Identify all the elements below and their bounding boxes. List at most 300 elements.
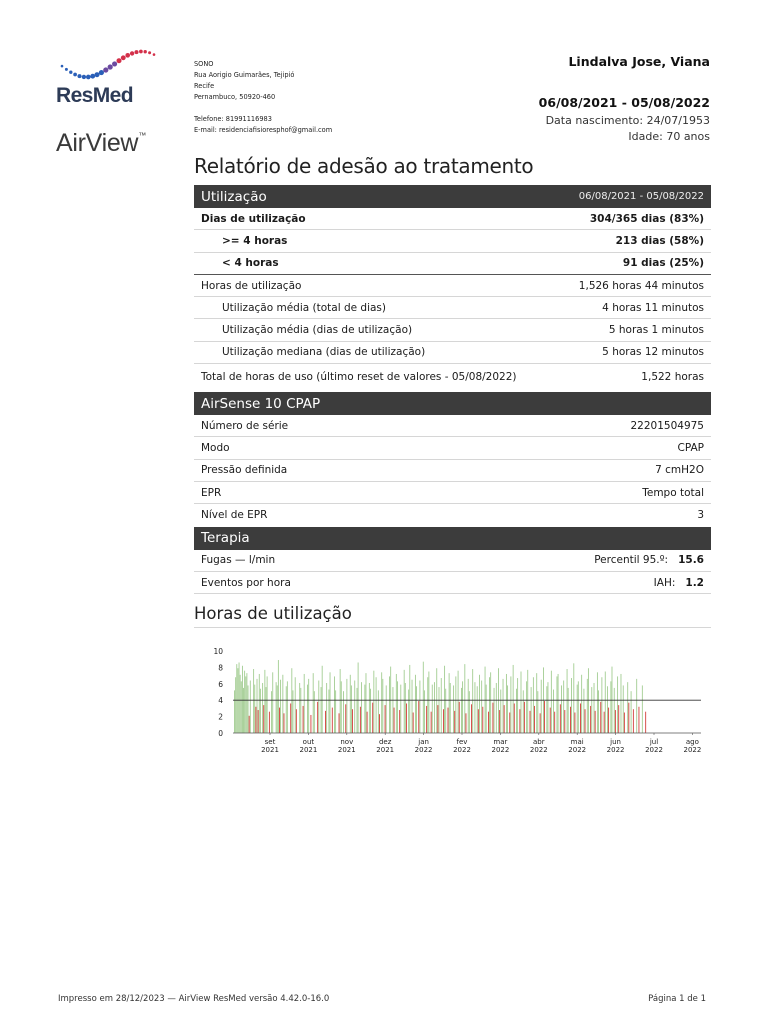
usage-bar xyxy=(326,683,327,733)
y-tick-label: 8 xyxy=(218,663,223,673)
patient-birth: Data nascimento: 24/07/1953 xyxy=(545,114,710,127)
usage-bar xyxy=(431,712,432,733)
patient-info xyxy=(539,54,710,145)
usage-bar xyxy=(350,675,351,733)
report-body xyxy=(194,154,711,628)
y-tick-label: 4 xyxy=(218,696,223,706)
usage-bar xyxy=(481,681,482,733)
device-section-title: AirSense 10 CPAP xyxy=(201,395,321,412)
usage-bar xyxy=(419,681,420,733)
usage-bar xyxy=(245,676,246,733)
usage-bar xyxy=(339,713,340,733)
usage-bar xyxy=(239,662,240,733)
logo-dot xyxy=(65,68,68,71)
usage-bar xyxy=(493,703,494,733)
usage-bar xyxy=(448,708,449,733)
usage-bar xyxy=(490,672,491,733)
usage-bar xyxy=(343,691,344,733)
usage-bar xyxy=(645,712,646,733)
logo-dot xyxy=(90,74,95,79)
usage-bar xyxy=(494,688,495,733)
usage-bar xyxy=(524,702,525,733)
usage-bar xyxy=(240,675,241,733)
usage-bar xyxy=(389,676,390,733)
usage-bar xyxy=(514,703,515,733)
usage-bar xyxy=(299,683,300,733)
usage-bar xyxy=(531,687,532,733)
usage-bar xyxy=(300,688,301,733)
usage-bar xyxy=(550,708,551,733)
usage-bar xyxy=(462,681,463,733)
usage-bar xyxy=(267,676,268,733)
clinic-name: SONO xyxy=(194,60,214,68)
usage-bar xyxy=(627,682,628,733)
usage-bar xyxy=(432,685,433,733)
usage-row-total-reset: Total de horas de uso (último reset de valores - 05/08/2022) 1,522 horas xyxy=(201,370,704,383)
usage-bar xyxy=(458,671,459,733)
logo-dot xyxy=(77,74,81,78)
usage-bar xyxy=(521,672,522,734)
usage-bar xyxy=(335,690,336,733)
usage-bar xyxy=(605,672,606,734)
usage-bar xyxy=(485,667,486,733)
usage-bar xyxy=(444,666,445,733)
usage-bar xyxy=(382,679,383,733)
usage-bar xyxy=(373,671,374,733)
usage-bar xyxy=(404,670,405,733)
usage-bar xyxy=(459,702,460,733)
usage-bar xyxy=(578,681,579,733)
usage-bar xyxy=(322,666,323,733)
usage-bar xyxy=(519,709,520,733)
usage-bar xyxy=(367,712,368,733)
usage-bar xyxy=(553,690,554,733)
usage-bar xyxy=(471,704,472,733)
usage-bar xyxy=(568,688,569,733)
logo-dot xyxy=(144,50,147,53)
usage-bar xyxy=(445,689,446,733)
usage-bar xyxy=(564,710,565,733)
x-tick-year: 2021 xyxy=(337,746,356,754)
x-tick-month: dez xyxy=(378,738,392,746)
usage-bar xyxy=(255,707,256,733)
usage-bar xyxy=(464,664,465,733)
usage-bar xyxy=(570,707,571,733)
report-period: 06/08/2021 - 05/08/2022 xyxy=(538,95,710,110)
resmed-wordmark: ResMed xyxy=(56,84,133,107)
usage-bar xyxy=(610,681,611,733)
usage-bar xyxy=(307,685,308,733)
usage-bar xyxy=(354,681,355,733)
usage-bar xyxy=(237,668,238,733)
usage-bar xyxy=(381,672,382,733)
x-tick-year: 2021 xyxy=(299,746,318,754)
device-row-mode: Modo CPAP xyxy=(194,437,711,459)
usage-bar xyxy=(449,673,450,733)
logo-dot xyxy=(148,51,151,54)
usage-bar xyxy=(489,677,490,733)
usage-bar xyxy=(318,681,319,733)
device-row-epr-level: Nível de EPR 3 xyxy=(201,509,704,522)
usage-bar xyxy=(259,674,260,733)
patient-name: Lindalva Jose, Viana xyxy=(568,54,710,69)
clinic-info xyxy=(194,59,332,136)
usage-bar xyxy=(409,665,410,733)
usage-bar xyxy=(595,711,596,733)
usage-bar xyxy=(488,712,489,733)
usage-bar xyxy=(242,666,243,733)
usage-bar xyxy=(361,682,362,733)
usage-bar xyxy=(557,676,558,733)
usage-section-header xyxy=(194,185,711,208)
y-tick-label: 2 xyxy=(218,712,223,722)
usage-bar xyxy=(280,680,281,733)
usage-bar xyxy=(321,687,322,733)
usage-bar xyxy=(455,676,456,733)
logo-dot xyxy=(108,64,113,69)
logo-dot xyxy=(61,65,64,68)
resmed-dots-icon xyxy=(58,40,158,84)
usage-bar xyxy=(364,685,365,733)
usage-bar xyxy=(272,672,273,733)
logo-dot xyxy=(130,51,134,55)
footer-page-number: Página 1 de 1 xyxy=(648,994,706,1004)
usage-bar xyxy=(317,702,318,733)
usage-bar xyxy=(600,702,601,733)
usage-bar xyxy=(580,703,581,733)
usage-bar xyxy=(276,682,277,733)
usage-bar xyxy=(607,686,608,733)
x-tick-month: ago xyxy=(685,738,699,746)
logo-dot xyxy=(139,50,143,54)
usage-bar xyxy=(496,683,497,733)
usage-bar xyxy=(277,685,278,733)
usage-row-days: Dias de utilização 304/365 dias (83%) xyxy=(194,208,711,230)
brand-logo xyxy=(56,40,166,158)
usage-bar xyxy=(510,676,511,733)
logo-dot xyxy=(125,53,130,58)
usage-bar xyxy=(621,674,622,733)
usage-bar xyxy=(581,675,582,733)
usage-bar xyxy=(304,674,305,733)
x-tick-month: mai xyxy=(570,738,584,746)
usage-bar xyxy=(370,689,371,733)
usage-bar xyxy=(437,705,438,733)
usage-bar xyxy=(253,669,254,733)
patient-age: Idade: 70 anos xyxy=(628,130,710,143)
usage-bar xyxy=(546,686,547,733)
usage-bar xyxy=(308,679,309,733)
usage-bar xyxy=(530,711,531,733)
x-tick-month: set xyxy=(264,738,276,746)
usage-bar xyxy=(468,679,469,733)
usage-bar xyxy=(369,683,370,733)
usage-bar xyxy=(263,705,264,733)
usage-bar xyxy=(517,678,518,733)
x-tick-year: 2022 xyxy=(491,746,510,754)
usage-bar xyxy=(385,705,386,733)
usage-bar xyxy=(426,706,427,733)
usage-bar xyxy=(246,673,247,733)
usage-bar xyxy=(567,669,568,733)
chart-section-title: Horas de utilização xyxy=(194,604,711,628)
usage-bar xyxy=(271,691,272,733)
clinic-state: Pernambuco, 50920-460 xyxy=(194,93,276,101)
usage-bar xyxy=(577,685,578,733)
usage-bar xyxy=(624,713,625,734)
usage-bar xyxy=(235,677,236,733)
usage-bar xyxy=(516,689,517,733)
usage-section-range: 06/08/2021 - 05/08/2022 xyxy=(578,191,704,202)
usage-bar xyxy=(588,668,589,733)
usage-row-over4: >= 4 horas 213 dias (58%) xyxy=(194,230,711,252)
usage-bar xyxy=(642,685,643,733)
x-tick-month: abr xyxy=(532,738,545,746)
usage-bar xyxy=(533,677,534,733)
x-tick-month: jan xyxy=(418,738,429,746)
usage-bar xyxy=(614,688,615,733)
x-tick-year: 2021 xyxy=(376,746,395,754)
device-section-header xyxy=(194,392,711,415)
usage-bar xyxy=(477,686,478,733)
usage-bar xyxy=(366,673,367,733)
usage-bar xyxy=(454,711,455,733)
usage-bar xyxy=(282,675,283,733)
usage-row-under4: < 4 horas 91 dias (25%) xyxy=(194,253,711,275)
device-row-serial: Número de série 22201504975 xyxy=(194,415,711,437)
usage-bar xyxy=(598,690,599,733)
usage-bar xyxy=(561,685,562,733)
usage-bar xyxy=(295,677,296,733)
usage-bar xyxy=(351,685,352,733)
device-row-epr: EPR Tempo total xyxy=(194,482,711,504)
y-tick-label: 6 xyxy=(218,679,223,689)
logo-dot xyxy=(112,61,117,66)
x-tick-month: fev xyxy=(456,738,468,746)
usage-bar xyxy=(241,681,242,733)
x-tick-year: 2022 xyxy=(453,746,471,754)
logo-dot xyxy=(73,73,77,77)
usage-bar xyxy=(540,713,541,733)
usage-bar xyxy=(278,660,279,733)
logo-dot xyxy=(116,58,121,63)
usage-bar xyxy=(450,683,451,733)
usage-bar xyxy=(503,679,504,733)
device-row-pressure: Pressão definida 7 cmH2O xyxy=(194,460,711,482)
usage-bar xyxy=(303,706,304,733)
usage-bar xyxy=(636,679,637,733)
usage-bar xyxy=(441,678,442,733)
usage-bar xyxy=(597,672,598,733)
usage-bar xyxy=(590,706,591,733)
usage-bar xyxy=(633,709,634,733)
usage-bar xyxy=(534,706,535,733)
usage-bar xyxy=(325,711,326,733)
usage-bar xyxy=(257,679,258,733)
usage-bar xyxy=(479,675,480,733)
usage-bar xyxy=(286,686,287,733)
usage-bar xyxy=(513,665,514,733)
usage-bar xyxy=(504,705,505,733)
usage-bar xyxy=(330,672,331,733)
usage-bar xyxy=(573,663,574,733)
usage-bar xyxy=(499,710,500,733)
usage-bar xyxy=(604,712,605,733)
usage-bar xyxy=(466,713,467,733)
therapy-section-title: Terapia xyxy=(201,530,250,547)
usage-bar xyxy=(424,690,425,733)
usage-bar xyxy=(386,685,387,733)
usage-bar xyxy=(571,678,572,733)
usage-bar xyxy=(269,712,270,733)
usage-bar xyxy=(639,707,640,733)
logo-dot xyxy=(121,55,126,60)
clinic-street: Rua Aorigio Guimarães, Tejipió xyxy=(194,71,295,79)
usage-bar xyxy=(314,691,315,733)
usage-bar xyxy=(287,681,288,733)
x-tick-year: 2022 xyxy=(606,746,625,754)
usage-bar xyxy=(376,677,377,733)
usage-bar xyxy=(396,674,397,733)
usage-bar xyxy=(248,685,249,733)
page-title: Relatório de adesão ao tratamento xyxy=(194,154,534,178)
usage-bar xyxy=(332,708,333,733)
usage-row-avg-total: Utilização média (total de dias) 4 horas 11 minutos xyxy=(194,297,711,319)
x-tick-year: 2022 xyxy=(568,746,587,754)
usage-bar xyxy=(341,681,342,733)
usage-bar xyxy=(461,688,462,733)
usage-bar xyxy=(390,667,391,733)
usage-bar xyxy=(523,690,524,733)
usage-bar xyxy=(575,713,576,734)
usage-bar xyxy=(615,710,616,733)
usage-bar xyxy=(594,683,595,733)
clinic-email: E-mail: residenciafisioresphof@gmail.com xyxy=(194,126,333,134)
usage-bar xyxy=(472,669,473,733)
usage-bar xyxy=(346,679,347,733)
usage-bar xyxy=(243,688,244,733)
usage-bar xyxy=(400,685,401,733)
usage-bar xyxy=(486,685,487,733)
logo-dot xyxy=(103,67,108,72)
usage-bar xyxy=(313,673,314,733)
clinic-phone: Telefone: 81991116983 xyxy=(194,115,272,123)
usage-bar xyxy=(405,683,406,733)
usage-bar xyxy=(372,703,373,733)
usage-bar xyxy=(475,682,476,733)
usage-bar xyxy=(328,690,329,733)
usage-bar xyxy=(284,713,285,733)
usage-bar xyxy=(427,677,428,733)
x-tick-year: 2022 xyxy=(645,746,663,754)
usage-bar xyxy=(469,691,470,733)
usage-bar xyxy=(264,670,265,733)
therapy-section-header xyxy=(194,527,711,550)
y-tick-label: 10 xyxy=(213,647,223,656)
x-tick-year: 2022 xyxy=(529,746,548,754)
therapy-row-leak: Fugas — l/min Percentil 95.º: 15.6 xyxy=(194,550,711,572)
x-tick-month: mar xyxy=(493,738,508,746)
page-footer xyxy=(58,994,706,1004)
usage-bar xyxy=(482,707,483,733)
logo-dot xyxy=(69,71,72,74)
usage-bar xyxy=(291,668,292,733)
usage-bar xyxy=(544,701,545,733)
usage-hours-chart xyxy=(194,640,711,760)
usage-bar xyxy=(406,703,407,733)
usage-bar xyxy=(563,681,564,733)
usage-bar xyxy=(290,703,291,733)
usage-bar xyxy=(631,691,632,733)
clinic-city: Recife xyxy=(194,82,215,90)
logo-dot xyxy=(94,72,99,77)
usage-bar xyxy=(296,709,297,733)
usage-bar xyxy=(436,668,437,733)
logo-dot xyxy=(134,50,138,54)
x-tick-month: jun xyxy=(610,738,622,746)
usage-section-title: Utilização xyxy=(201,188,267,205)
logo-dot xyxy=(153,53,156,56)
usage-bar xyxy=(262,683,263,733)
usage-bar xyxy=(587,679,588,733)
usage-bar xyxy=(311,715,312,733)
usage-bar xyxy=(408,690,409,733)
usage-bar xyxy=(258,710,259,733)
y-tick-label: 0 xyxy=(218,729,223,738)
usage-bar xyxy=(500,690,501,733)
usage-bar xyxy=(334,676,335,733)
usage-bar xyxy=(234,690,235,733)
usage-bar xyxy=(254,685,255,733)
usage-bar xyxy=(352,709,353,733)
usage-bar xyxy=(428,672,429,734)
usage-bar xyxy=(439,687,440,733)
usage-bar xyxy=(541,680,542,733)
usage-bar xyxy=(393,687,394,733)
x-tick-month: jul xyxy=(649,738,659,746)
usage-bar xyxy=(583,689,584,733)
usage-bar xyxy=(244,671,245,733)
usage-bar xyxy=(506,674,507,733)
x-tick-year: 2021 xyxy=(261,746,279,754)
usage-bar xyxy=(378,690,379,733)
x-tick-year: 2022 xyxy=(414,746,433,754)
usage-bar xyxy=(443,709,444,733)
usage-bar xyxy=(434,682,435,733)
usage-bar xyxy=(551,671,552,733)
usage-bar xyxy=(415,675,416,733)
usage-row-hours: Horas de utilização 1,526 horas 44 minutos xyxy=(194,275,711,297)
logo-dot xyxy=(99,70,104,75)
x-tick-year: 2022 xyxy=(683,746,702,754)
usage-bar xyxy=(601,677,602,733)
usage-bar xyxy=(612,667,613,733)
usage-bar xyxy=(628,703,629,733)
usage-bar xyxy=(358,662,359,733)
usage-bar xyxy=(250,681,251,733)
usage-row-median: Utilização mediana (dias de utilização) 5 horas 12 minutos xyxy=(194,342,711,364)
usage-bar xyxy=(266,687,267,733)
usage-bar xyxy=(623,685,624,733)
usage-hours-chart-svg xyxy=(194,640,711,760)
usage-bar xyxy=(399,710,400,733)
usage-bar xyxy=(412,680,413,733)
usage-bar xyxy=(260,689,261,733)
therapy-row-events: Eventos por hora IAH: 1.2 xyxy=(194,572,711,594)
usage-bar xyxy=(416,686,417,733)
usage-bar xyxy=(423,662,424,733)
usage-bar xyxy=(478,709,479,733)
